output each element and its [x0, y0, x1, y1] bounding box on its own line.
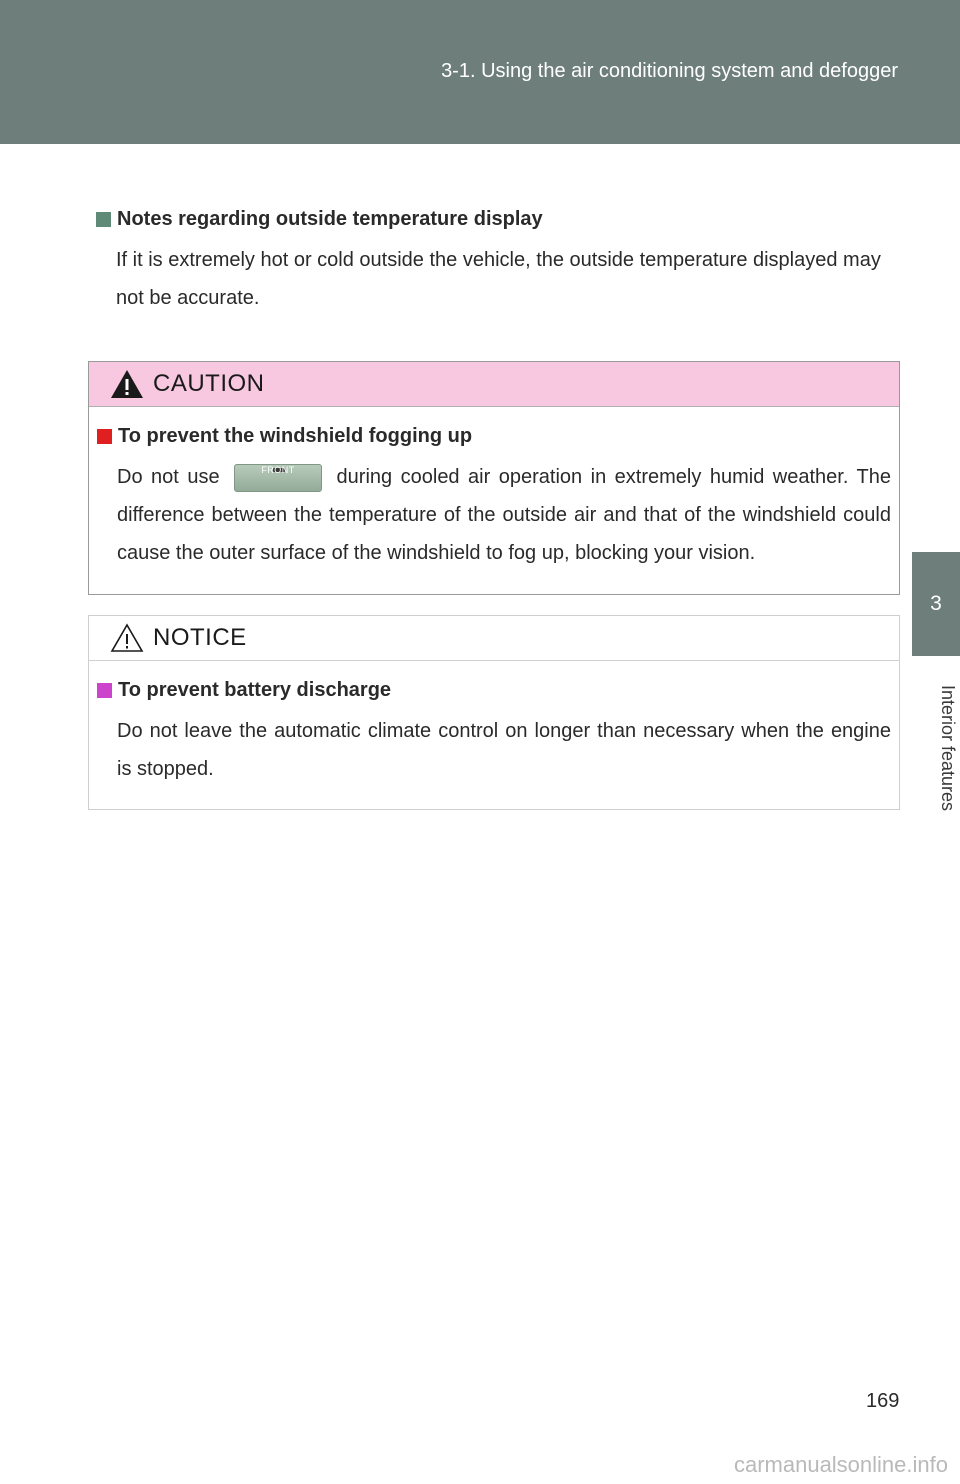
caution-text-before: Do not use: [117, 466, 220, 488]
notice-header: [89, 616, 899, 661]
caution-heading: To prevent the windshield fogging up: [118, 425, 473, 447]
warning-outline-icon: [109, 622, 145, 654]
note-body: If it is extremely hot or cold outside the vehicle, the outside temperature displayed may not be accurate.: [116, 249, 881, 309]
chapter-tab: [912, 552, 960, 656]
caution-square-icon: [97, 429, 112, 444]
chapter-number: 3: [930, 592, 942, 615]
notice-square-icon: [97, 683, 112, 698]
watermark: carmanualsonline.info: [733, 1452, 948, 1477]
note-section: [96, 208, 896, 317]
page-number: 169: [866, 1390, 900, 1412]
page-header: [0, 0, 960, 144]
front-button-label: FRONT: [261, 464, 295, 475]
caution-box: [88, 361, 900, 595]
chapter-label: Interior features: [938, 684, 958, 812]
note-heading: Notes regarding outside temperature display: [117, 208, 543, 230]
header-title: 3-1. Using the air conditioning system and defogger: [441, 60, 898, 82]
notice-heading: To prevent battery discharge: [118, 679, 392, 701]
caution-text-after: during cooled air operation in extremely humid weather. The difference between the temperature of the outside air and that of the windshield could cause the outer surface of the windshield to fog up, blocking your vision.: [117, 466, 891, 564]
caution-body: [117, 458, 891, 572]
notice-body: Do not leave the automatic climate control on longer than necessary when the engine is stopped.: [117, 720, 891, 780]
note-square-icon: [96, 212, 111, 227]
caution-header: [89, 362, 899, 407]
warning-triangle-icon: [109, 368, 145, 400]
notice-box: [88, 615, 900, 810]
front-defogger-button-icon: [234, 464, 322, 492]
notice-title: NOTICE: [153, 624, 247, 651]
caution-title: CAUTION: [153, 370, 265, 397]
